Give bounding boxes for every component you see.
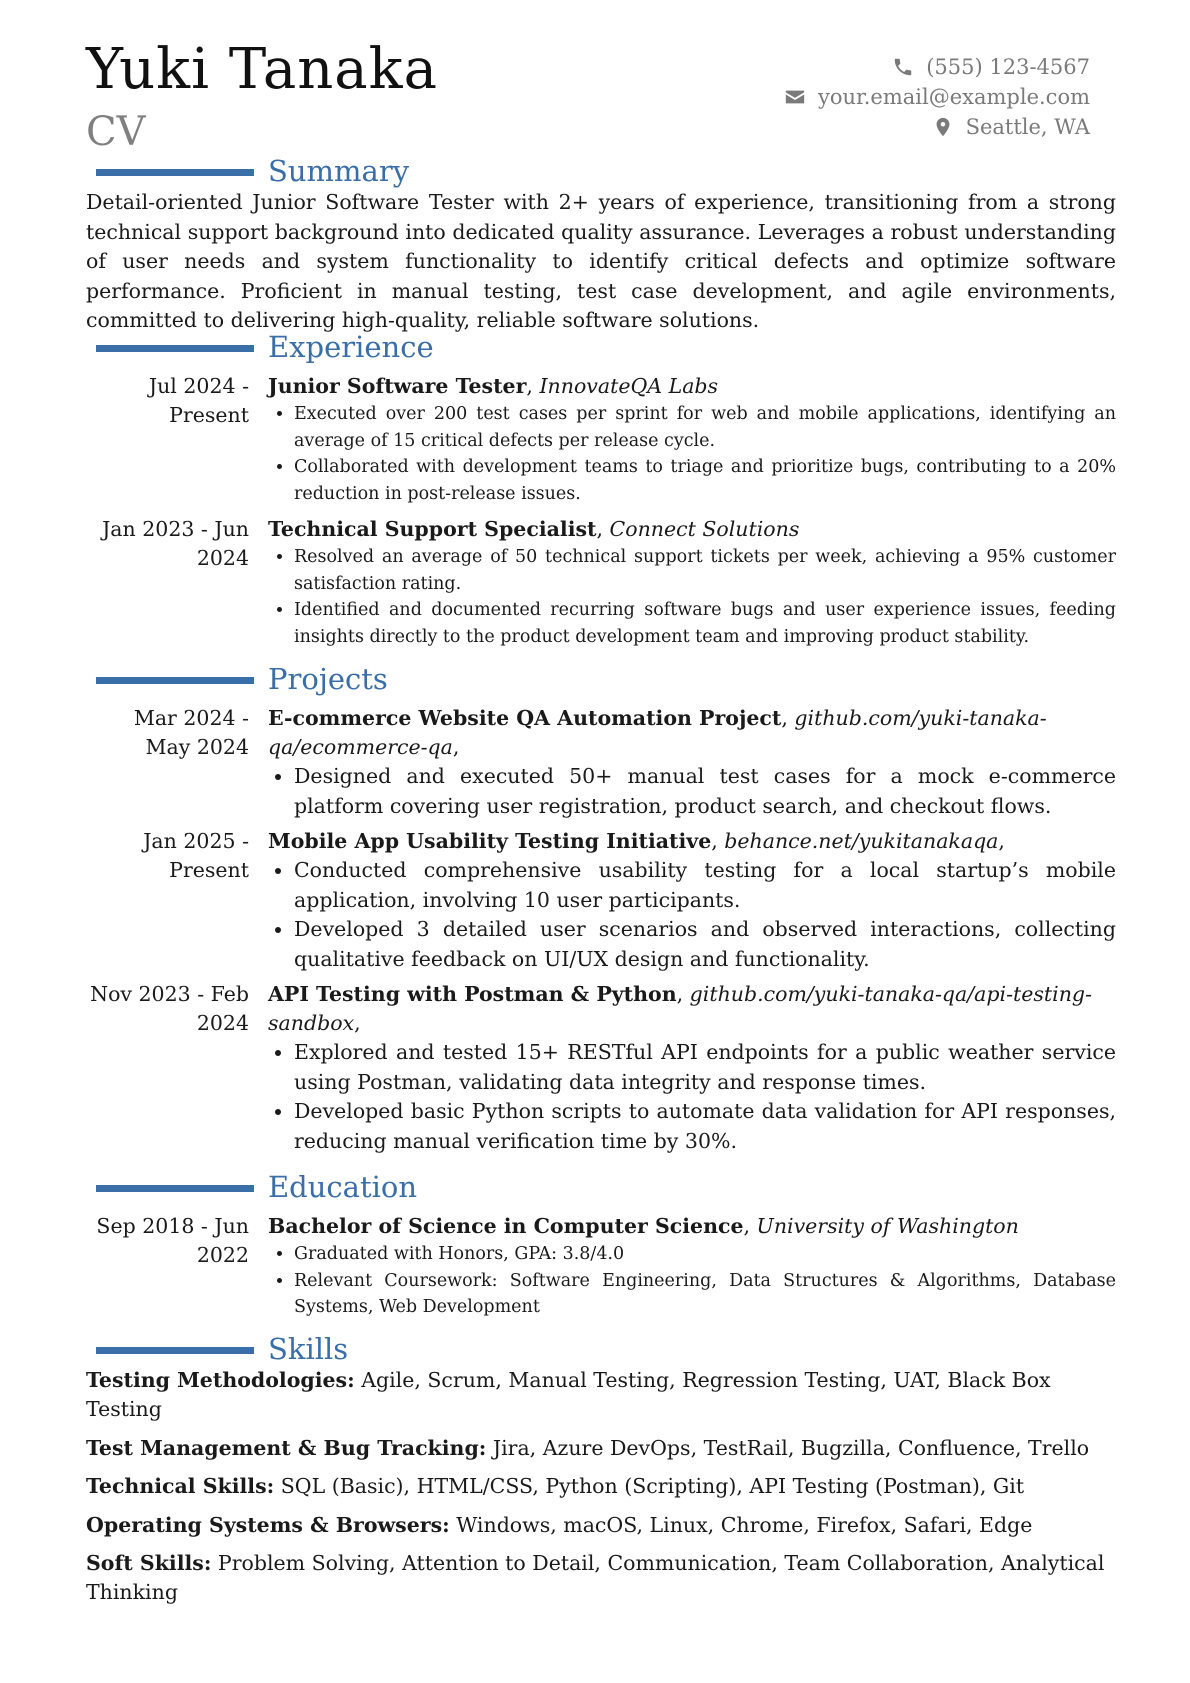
entry-heading: Technical Support Specialist, Connect Solutions — [268, 517, 800, 541]
job-title: Junior Software Tester — [268, 374, 527, 398]
list-item: • Collaborated with development teams to triage and prioritize bugs, contributing to a 20% reduction in post-release issues. — [294, 454, 1116, 507]
project-link[interactable]: github.com/yuki-tanaka-qa/api-testing-sandbox — [268, 982, 1092, 1035]
bullet-list — [268, 1241, 1116, 1321]
degree: Bachelor of Science in Computer Science — [268, 1214, 744, 1238]
list-item: • Conducted comprehensive usability testing for a local startup’s mobile application, involving 10 user participants. — [294, 856, 1116, 915]
list-item: • Identified and documented recurring software bugs and user experience issues, feeding insights directly to the product development team and improving product stability. — [294, 597, 1116, 650]
phone-icon — [892, 56, 914, 78]
contact-block — [670, 52, 1090, 142]
project-entry — [86, 704, 1116, 821]
project-name: E-commerce Website QA Automation Project — [268, 706, 782, 730]
list-item: • Executed over 200 test cases per sprint for web and mobile applications, identifying an average of 15 critical defects per release cycle. — [294, 401, 1116, 454]
skill-category: Testing Methodologies: — [86, 1368, 355, 1392]
education-entry — [86, 1212, 1116, 1321]
list-item: • Designed and executed 50+ manual test cases for a mock e-commerce platform covering user registration, product search, and checkout flows. — [294, 762, 1116, 821]
skill-category: Soft Skills: — [86, 1551, 212, 1575]
bullet-list — [268, 762, 1116, 821]
document-subtitle: CV — [86, 109, 146, 155]
section-rule — [96, 1185, 254, 1192]
bullet-list — [268, 1038, 1116, 1156]
contact-location — [670, 112, 1090, 142]
job-title: Technical Support Specialist — [268, 517, 597, 541]
section-rule — [96, 677, 254, 684]
candidate-name: Yuki Tanaka — [86, 37, 438, 102]
education-section — [86, 1170, 1116, 1321]
entry-date: Jan 2025 - Present — [143, 829, 249, 882]
section-heading — [86, 330, 1116, 364]
list-item: • Graduated with Honors, GPA: 3.8/4.0 — [294, 1241, 1116, 1268]
skill-row — [86, 1472, 1116, 1501]
section-title: Experience — [268, 330, 434, 364]
summary-text: Detail-oriented Junior Software Tester with 2+ years of experience, transitioning from a strong technical support background into dedicated quality assurance. Leverages a robust understanding of user needs and system functionality to identify critical defects and optimize software performance. Proficient in manual testing, test case development, and agile environments, committed to delivering high-quality, reliable software solutions. — [86, 190, 1116, 332]
entry-date: Jul 2024 - Present — [148, 374, 249, 427]
phone-text: (555) 123-4567 — [926, 55, 1090, 79]
skill-values: Windows, macOS, Linux, Chrome, Firefox, Safari, Edge — [456, 1512, 1033, 1537]
projects-section — [86, 662, 1116, 1156]
map-marker-icon — [932, 116, 954, 138]
employer: InnovateQA Labs — [539, 374, 719, 398]
section-rule — [96, 169, 254, 176]
experience-entry — [86, 515, 1116, 650]
entry-heading: E-commerce Website QA Automation Project, github.com/yuki-tanaka-qa/ecommerce-qa, — [268, 706, 1047, 759]
entry-date: Sep 2018 - Jun 2022 — [96, 1214, 249, 1267]
project-entry — [86, 980, 1116, 1156]
skill-category: Operating Systems & Browsers: — [86, 1512, 450, 1537]
section-heading — [86, 662, 1116, 696]
entry-heading: Bachelor of Science in Computer Science, University of Washington — [268, 1214, 1019, 1238]
bullet-list — [268, 856, 1116, 974]
school: University of Washington — [756, 1214, 1019, 1238]
section-rule — [96, 1347, 254, 1354]
skill-values: Agile, Scrum, Manual Testing, Regression Testing, UAT, Black Box Testing — [86, 1368, 1051, 1421]
project-link[interactable]: github.com/yuki-tanaka-qa/ecommerce-qa — [268, 706, 1047, 759]
email-text: your.email@example.com — [817, 85, 1090, 109]
skills-section — [86, 1332, 1116, 1617]
skill-values: SQL (Basic), HTML/CSS, Python (Scripting), API Testing (Postman), Git — [280, 1474, 1025, 1498]
contact-phone[interactable] — [670, 52, 1090, 82]
location-text: Seattle, WA — [965, 115, 1090, 139]
skill-values: Jira, Azure DevOps, TestRail, Bugzilla, Confluence, Trello — [492, 1435, 1090, 1460]
entry-heading: Junior Software Tester, InnovateQA Labs — [268, 374, 719, 398]
skill-row — [86, 1434, 1116, 1463]
skill-row — [86, 1366, 1116, 1424]
skill-row — [86, 1549, 1116, 1607]
entry-heading: Mobile App Usability Testing Initiative, behance.net/yukitanakaqa, — [268, 829, 1005, 853]
section-title: Skills — [268, 1332, 349, 1366]
section-heading — [86, 154, 1116, 188]
list-item: • Resolved an average of 50 technical support tickets per week, achieving a 95% customer satisfaction rating. — [294, 544, 1116, 597]
entry-heading: API Testing with Postman & Python, github.com/yuki-tanaka-qa/api-testing-sandbox, — [268, 982, 1092, 1035]
section-rule — [96, 345, 254, 352]
experience-section — [86, 330, 1116, 650]
skill-category: Test Management & Bug Tracking: — [86, 1435, 487, 1460]
list-item: • Relevant Coursework: Software Engineering, Data Structures & Algorithms, Database Systems, Web Development — [294, 1268, 1116, 1321]
section-heading — [86, 1332, 1116, 1366]
envelope-icon — [784, 86, 806, 108]
entry-date: Mar 2024 - May 2024 — [133, 706, 249, 759]
list-item: • Developed basic Python scripts to automate data validation for API responses, reducing manual verification time by 30%. — [294, 1097, 1116, 1156]
list-item: • Developed 3 detailed user scenarios and observed interactions, collecting qualitative feedback on UI/UX design and functionality. — [294, 915, 1116, 974]
bullet-list — [268, 401, 1116, 507]
project-entry — [86, 827, 1116, 974]
experience-entry — [86, 372, 1116, 507]
section-title: Projects — [268, 662, 388, 696]
section-title: Summary — [268, 154, 410, 188]
project-name: API Testing with Postman & Python — [268, 982, 677, 1006]
skill-row — [86, 1511, 1116, 1540]
summary-section — [86, 154, 1116, 336]
project-name: Mobile App Usability Testing Initiative — [268, 829, 712, 853]
skill-values: Problem Solving, Attention to Detail, Communication, Team Collaboration, Analytical Thinking — [86, 1551, 1105, 1604]
skill-category: Technical Skills: — [86, 1474, 275, 1498]
employer: Connect Solutions — [609, 517, 800, 541]
section-title: Education — [268, 1170, 418, 1204]
contact-email[interactable] — [670, 82, 1090, 112]
section-heading — [86, 1170, 1116, 1204]
bullet-list — [268, 544, 1116, 650]
list-item: • Explored and tested 15+ RESTful API endpoints for a public weather service using Postman, validating data integrity and response times. — [294, 1038, 1116, 1097]
entry-date: Jan 2023 - Jun 2024 — [102, 517, 249, 570]
project-link[interactable]: behance.net/yukitanakaqa — [724, 829, 999, 853]
entry-date: Nov 2023 - Feb 2024 — [90, 982, 249, 1035]
